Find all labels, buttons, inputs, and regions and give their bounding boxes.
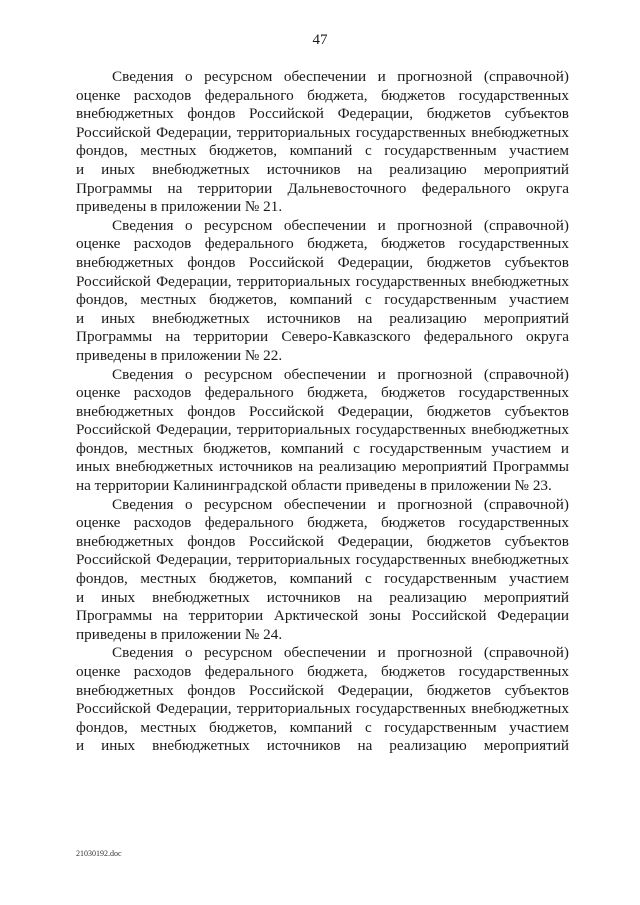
text-line: оценке расходов федерального бюджета, бюджетов государственных (76, 86, 569, 104)
text-line: оценке расходов федерального бюджета, бюджетов государственных (76, 235, 569, 253)
text-line: внебюджетных фондов Российской Федерации, бюджетов субъектов (76, 105, 569, 123)
text-line: Российской Федерации, территориальных государственных внебюджетных (76, 421, 569, 439)
text-line: фондов, местных бюджетов, компаний с государственным участием (76, 718, 569, 736)
text-line: и иных внебюджетных источников на реализацию мероприятий (76, 737, 569, 755)
text-line: и иных внебюджетных источников на реализацию мероприятий (76, 309, 569, 327)
text-line: фондов, местных бюджетов, компаний с государственным участием и (76, 439, 569, 457)
text-line: на территории Калининградской области приведены в приложении № 23. (76, 477, 552, 495)
text-line: Программы на территории Северо-Кавказского федерального округа (76, 328, 569, 346)
text-line: приведены в приложении № 22. (76, 346, 283, 364)
text-line: Сведения о ресурсном обеспечении и прогнозной (справочной) (112, 365, 569, 383)
paragraph (76, 68, 569, 217)
text-line: внебюджетных фондов Российской Федерации, бюджетов субъектов (76, 532, 569, 550)
text-line: внебюджетных фондов Российской Федерации, бюджетов субъектов (76, 253, 569, 271)
text-line: Российской Федерации, территориальных государственных внебюджетных (76, 551, 569, 569)
paragraph (76, 496, 569, 645)
text-line: и иных внебюджетных источников на реализацию мероприятий (76, 160, 569, 178)
paragraph (76, 366, 569, 496)
text-line: фондов, местных бюджетов, компаний с государственным участием (76, 291, 569, 309)
text-line: Программы на территории Арктической зоны Российской Федерации (76, 607, 569, 625)
text-line: внебюджетных фондов Российской Федерации, бюджетов субъектов (76, 402, 569, 420)
text-line: оценке расходов федерального бюджета, бюджетов государственных (76, 514, 569, 532)
text-line: Российской Федерации, территориальных государственных внебюджетных (76, 272, 569, 290)
text-line: оценке расходов федерального бюджета, бюджетов государственных (76, 663, 569, 680)
page-number: 47 (312, 32, 328, 48)
text-line: приведены в приложении № 21. (76, 198, 283, 216)
document-body (76, 68, 569, 756)
text-line: Сведения о ресурсном обеспечении и прогнозной (справочной) (112, 216, 569, 234)
text-line: приведены в приложении № 24. (76, 625, 283, 643)
text-line: и иных внебюджетных источников на реализацию мероприятий (76, 588, 569, 606)
paragraph (76, 644, 569, 756)
text-line: Сведения о ресурсном обеспечении и прогнозной (справочной) (112, 68, 569, 85)
text-line: фондов, местных бюджетов, компаний с государственным участием (76, 570, 569, 588)
paragraph (76, 217, 569, 366)
text-line: Программы на территории Дальневосточного федерального округа (76, 179, 569, 197)
text-line: Сведения о ресурсном обеспечении и прогнозной (справочной) (112, 644, 569, 662)
text-line: Российской Федерации, территориальных государственных внебюджетных (76, 123, 569, 141)
text-line: фондов, местных бюджетов, компаний с государственным участием (76, 142, 569, 160)
text-line: внебюджетных фондов Российской Федерации, бюджетов субъектов (76, 681, 569, 699)
document-file-reference: 21030192.doc (76, 849, 122, 858)
text-line: Сведения о ресурсном обеспечении и прогнозной (справочной) (112, 495, 569, 513)
text-line: Российской Федерации, территориальных государственных внебюджетных (76, 700, 569, 718)
text-line: оценке расходов федерального бюджета, бюджетов государственных (76, 384, 569, 402)
text-line: иных внебюджетных источников на реализацию мероприятий Программы (76, 458, 569, 476)
